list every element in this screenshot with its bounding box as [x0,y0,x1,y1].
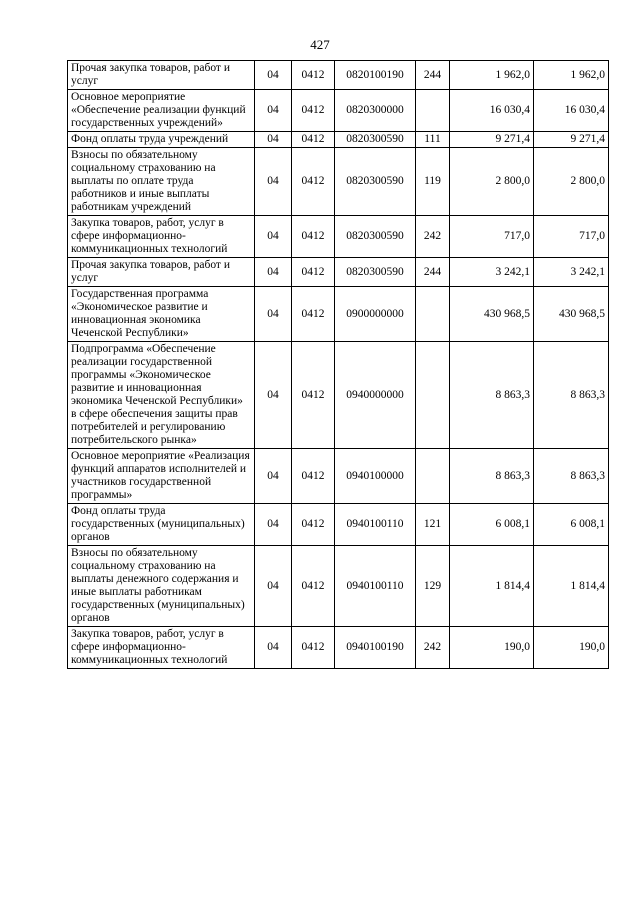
section-code-cell: 04 [255,287,292,342]
table-row [68,216,609,258]
amount-cell: 190,0 [534,627,609,669]
amount-cell: 8 863,3 [450,342,534,449]
amount-cell: 3 242,1 [450,258,534,287]
section-code-cell: 04 [255,627,292,669]
table-row [68,287,609,342]
expense-type-cell: 244 [416,258,450,287]
subsection-code-cell: 0412 [292,546,335,627]
expense-name-cell: Подпрограмма «Обеспечение реализации государственной программы «Экономическое развитие и инновационная экономика Чеченской Республики» в сфере обеспечения защиты прав потребителей и регулированию потребительского рынка» [68,342,255,449]
amount-cell: 430 968,5 [450,287,534,342]
amount-cell: 430 968,5 [534,287,609,342]
section-code-cell: 04 [255,449,292,504]
table-row [68,258,609,287]
table-row [68,342,609,449]
amount-cell: 2 800,0 [450,148,534,216]
amount-cell: 9 271,4 [450,132,534,148]
section-code-cell: 04 [255,90,292,132]
amount-cell: 2 800,0 [534,148,609,216]
expense-name-cell: Прочая закупка товаров, работ и услуг [68,61,255,90]
expense-type-cell: 244 [416,61,450,90]
expense-name-cell: Закупка товаров, работ, услуг в сфере информационно-коммуникационных технологий [68,627,255,669]
section-code-cell: 04 [255,258,292,287]
subsection-code-cell: 0412 [292,627,335,669]
amount-cell: 1 814,4 [450,546,534,627]
subsection-code-cell: 0412 [292,258,335,287]
amount-cell: 16 030,4 [450,90,534,132]
subsection-code-cell: 0412 [292,504,335,546]
subsection-code-cell: 0412 [292,216,335,258]
amount-cell: 6 008,1 [534,504,609,546]
amount-cell: 8 863,3 [534,449,609,504]
target-article-cell: 0940100190 [335,627,416,669]
target-article-cell: 0940100000 [335,449,416,504]
table-row [68,504,609,546]
expense-name-cell: Взносы по обязательному социальному страхованию на выплаты по оплате труда работников и иные выплаты работникам учреждений [68,148,255,216]
amount-cell: 1 814,4 [534,546,609,627]
subsection-code-cell: 0412 [292,148,335,216]
subsection-code-cell: 0412 [292,132,335,148]
expense-name-cell: Взносы по обязательному социальному страхованию на выплаты денежного содержания и иные выплаты работникам государственных (муниципальных) органов [68,546,255,627]
section-code-cell: 04 [255,504,292,546]
expense-name-cell: Основное мероприятие «Реализация функций аппаратов исполнителей и участников государственной программы» [68,449,255,504]
amount-cell: 190,0 [450,627,534,669]
target-article-cell: 0820300000 [335,90,416,132]
target-article-cell: 0820300590 [335,148,416,216]
amount-cell: 6 008,1 [450,504,534,546]
target-article-cell: 0940100110 [335,504,416,546]
table-body [68,61,609,669]
budget-table [67,60,609,669]
subsection-code-cell: 0412 [292,90,335,132]
section-code-cell: 04 [255,132,292,148]
expense-type-cell: 242 [416,216,450,258]
expense-name-cell: Фонд оплаты труда учреждений [68,132,255,148]
section-code-cell: 04 [255,342,292,449]
expense-name-cell: Закупка товаров, работ, услуг в сфере информационно-коммуникационных технологий [68,216,255,258]
expense-type-cell: 119 [416,148,450,216]
page-number: 427 [310,37,330,52]
amount-cell: 717,0 [450,216,534,258]
subsection-code-cell: 0412 [292,61,335,90]
expense-type-cell [416,287,450,342]
section-code-cell: 04 [255,61,292,90]
subsection-code-cell: 0412 [292,449,335,504]
amount-cell: 1 962,0 [450,61,534,90]
target-article-cell: 0820300590 [335,258,416,287]
section-code-cell: 04 [255,148,292,216]
table-row [68,449,609,504]
expense-name-cell: Прочая закупка товаров, работ и услуг [68,258,255,287]
amount-cell: 8 863,3 [534,342,609,449]
target-article-cell: 0820100190 [335,61,416,90]
expense-type-cell: 129 [416,546,450,627]
amount-cell: 8 863,3 [450,449,534,504]
expense-type-cell [416,449,450,504]
target-article-cell: 0900000000 [335,287,416,342]
expense-name-cell: Основное мероприятие «Обеспечение реализации функций государственных учреждений» [68,90,255,132]
amount-cell: 3 242,1 [534,258,609,287]
amount-cell: 717,0 [534,216,609,258]
target-article-cell: 0940000000 [335,342,416,449]
section-code-cell: 04 [255,546,292,627]
amount-cell: 1 962,0 [534,61,609,90]
subsection-code-cell: 0412 [292,342,335,449]
subsection-code-cell: 0412 [292,287,335,342]
table-row [68,148,609,216]
amount-cell: 16 030,4 [534,90,609,132]
expense-name-cell: Фонд оплаты труда государственных (муниципальных) органов [68,504,255,546]
expense-type-cell: 111 [416,132,450,148]
target-article-cell: 0940100110 [335,546,416,627]
table-row [68,132,609,148]
expense-name-cell: Государственная программа «Экономическое развитие и инновационная экономика Чеченской Республики» [68,287,255,342]
expense-type-cell [416,90,450,132]
target-article-cell: 0820300590 [335,132,416,148]
table-row [68,90,609,132]
table-row [68,61,609,90]
target-article-cell: 0820300590 [335,216,416,258]
section-code-cell: 04 [255,216,292,258]
expense-type-cell: 121 [416,504,450,546]
amount-cell: 9 271,4 [534,132,609,148]
expense-type-cell [416,342,450,449]
table-row [68,546,609,627]
table-row [68,627,609,669]
expense-type-cell: 242 [416,627,450,669]
